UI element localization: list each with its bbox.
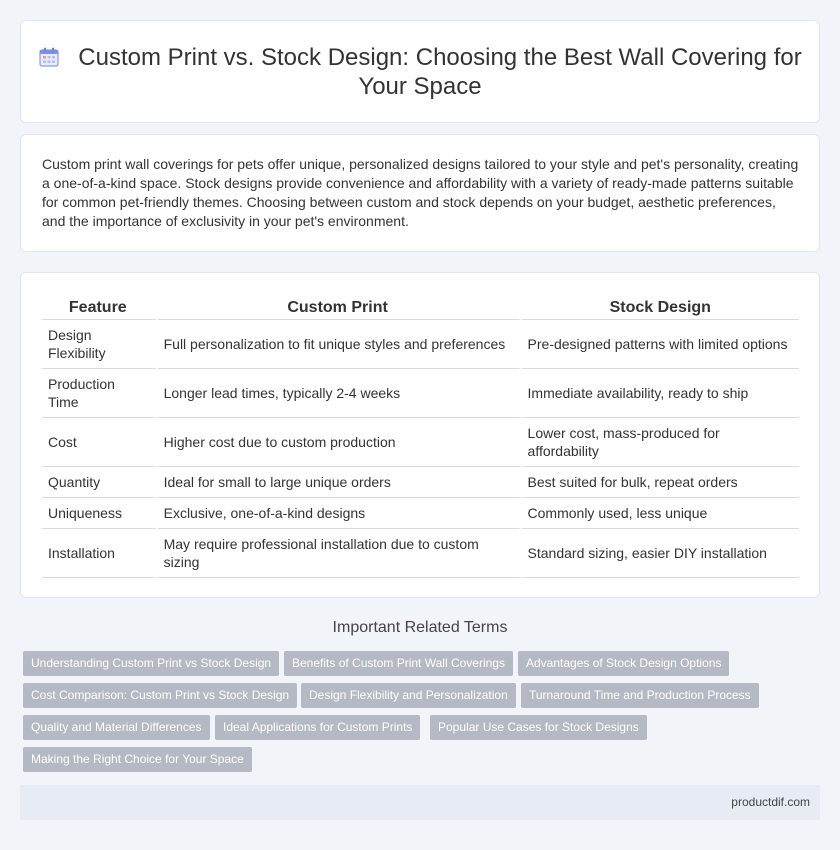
stock-cell: Pre-designed patterns with limited options xyxy=(522,320,799,369)
table-row xyxy=(42,320,799,369)
related-tag[interactable]: Advantages of Stock Design Options xyxy=(518,651,729,676)
comparison-card xyxy=(20,272,820,598)
intro-card xyxy=(20,134,820,252)
related-tag[interactable]: Making the Right Choice for Your Space xyxy=(23,747,252,772)
custom-cell: Full personalization to fit unique styles and preferences xyxy=(158,320,522,369)
stock-cell: Commonly used, less unique xyxy=(522,498,799,529)
related-tag[interactable]: Popular Use Cases for Stock Designs xyxy=(430,715,647,740)
stock-cell: Lower cost, mass-produced for affordability xyxy=(522,418,799,467)
table-row xyxy=(42,467,799,498)
related-terms-title: Important Related Terms xyxy=(332,619,508,636)
custom-cell: Ideal for small to large unique orders xyxy=(158,467,522,498)
header-custom-print: Custom Print xyxy=(158,297,522,320)
related-tag[interactable]: Ideal Applications for Custom Prints xyxy=(215,715,420,740)
table-row xyxy=(42,369,799,418)
table-row xyxy=(42,418,799,467)
table-row xyxy=(42,498,799,529)
feature-cell: Design Flexibility xyxy=(42,320,158,369)
related-tag[interactable]: Understanding Custom Print vs Stock Design xyxy=(23,651,279,676)
related-tag[interactable]: Design Flexibility and Personalization xyxy=(301,683,516,708)
feature-cell: Production Time xyxy=(42,369,158,418)
footer-site[interactable]: productdif.com xyxy=(731,795,810,809)
table-header-row xyxy=(42,297,799,320)
stock-cell: Standard sizing, easier DIY installation xyxy=(522,529,799,578)
related-tag[interactable]: Quality and Material Differences xyxy=(23,715,210,740)
feature-cell: Cost xyxy=(42,418,158,467)
header-stock-design: Stock Design xyxy=(522,297,799,320)
feature-cell: Installation xyxy=(42,529,158,578)
table-row xyxy=(42,529,799,578)
header-card xyxy=(20,20,820,123)
related-tag[interactable]: Benefits of Custom Print Wall Coverings xyxy=(284,651,513,676)
stock-cell: Immediate availability, ready to ship xyxy=(522,369,799,418)
calendar-icon xyxy=(38,46,60,68)
related-tag[interactable]: Turnaround Time and Production Process xyxy=(521,683,759,708)
intro-text: Custom print wall coverings for pets offer unique, personalized designs tailored to your style and pet's personality, creating a one-of-a-kind space. Stock designs provide convenience and affordability with a variety of ready-made patterns suitable for common pet-friendly themes. Choosing between custom and stock depends on your budget, aesthetic preferences, and the importance of exclusivity in your pet's environment. xyxy=(42,156,799,229)
page-title-wrap xyxy=(21,43,819,101)
custom-cell: Exclusive, one-of-a-kind designs xyxy=(158,498,522,529)
comparison-table xyxy=(42,297,799,578)
custom-cell: Higher cost due to custom production xyxy=(158,418,522,467)
feature-cell: Uniqueness xyxy=(42,498,158,529)
custom-cell: Longer lead times, typically 2-4 weeks xyxy=(158,369,522,418)
stock-cell: Best suited for bulk, repeat orders xyxy=(522,467,799,498)
custom-cell: May require professional installation due to custom sizing xyxy=(158,529,522,578)
footer xyxy=(20,785,820,820)
related-tag[interactable]: Cost Comparison: Custom Print vs Stock Design xyxy=(23,683,297,708)
header-feature: Feature xyxy=(42,297,158,320)
feature-cell: Quantity xyxy=(42,467,158,498)
page-title: Custom Print vs. Stock Design: Choosing the Best Wall Covering for Your Space xyxy=(78,44,802,100)
